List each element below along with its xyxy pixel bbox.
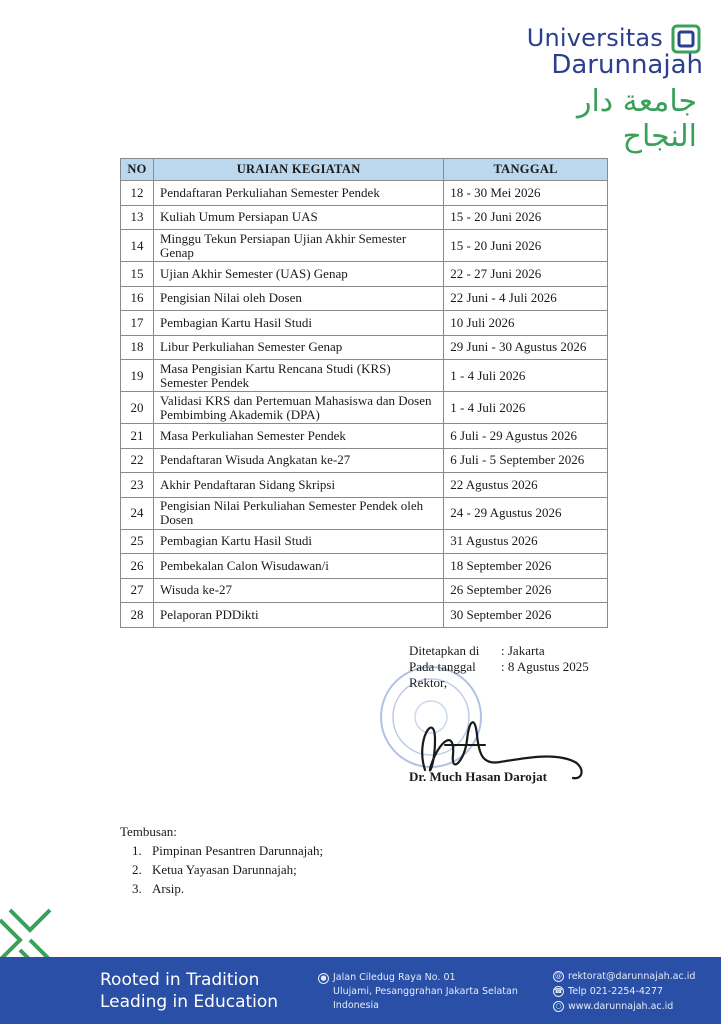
cell-no: 14 (121, 230, 154, 262)
cell-no: 17 (121, 311, 154, 336)
cell-tanggal: 22 Agustus 2026 (444, 473, 608, 498)
cell-tanggal: 24 - 29 Agustus 2026 (444, 497, 608, 529)
location-icon: ● (318, 973, 329, 984)
cell-tanggal: 10 Juli 2026 (444, 311, 608, 336)
cell-no: 28 (121, 603, 154, 628)
footer-address (318, 971, 518, 1013)
logo-text-universitas: Universitas (526, 24, 663, 52)
table-row (121, 497, 608, 529)
table-header-row (121, 159, 608, 181)
sign-place-value: : Jakarta (501, 643, 545, 658)
table-row (121, 335, 608, 360)
tagline-line1: Rooted in Tradition (100, 970, 260, 990)
schedule-table (120, 158, 608, 628)
cell-tanggal: 31 Agustus 2026 (444, 529, 608, 554)
list-item (132, 860, 323, 879)
cell-tanggal: 15 - 20 Juni 2026 (444, 230, 608, 262)
email-icon: @ (555, 972, 562, 980)
cell-kegiatan: Validasi KRS dan Pertemuan Mahasiswa dan Dosen Pembimbing Akademik (DPA) (153, 392, 443, 424)
list-item (132, 841, 323, 860)
cell-kegiatan: Pengisian Nilai oleh Dosen (153, 286, 443, 311)
table-row (121, 529, 608, 554)
table-row (121, 262, 608, 287)
table-row (121, 181, 608, 206)
cell-no: 12 (121, 181, 154, 206)
cell-kegiatan: Libur Perkuliahan Semester Genap (153, 335, 443, 360)
cell-tanggal: 6 Juli - 29 Agustus 2026 (444, 424, 608, 449)
sign-role: Rektor, (409, 675, 448, 690)
cell-no: 26 (121, 554, 154, 579)
table-row (121, 448, 608, 473)
table-row (121, 286, 608, 311)
cell-tanggal: 6 Juli - 5 September 2026 (444, 448, 608, 473)
contact-phone: Telp 021-2254-4277 (568, 986, 664, 997)
tagline-line2: Leading in Education (100, 992, 279, 1012)
cell-tanggal: 26 September 2026 (444, 578, 608, 603)
cc-section (120, 822, 323, 898)
cc-item-text: Ketua Yayasan Darunnajah; (152, 862, 297, 877)
cell-tanggal: 22 Juni - 4 Juli 2026 (444, 286, 608, 311)
cell-no: 18 (121, 335, 154, 360)
cc-item-number: 3. (132, 881, 142, 896)
sign-place-label: Ditetapkan di (409, 643, 480, 658)
contact-web-row (553, 999, 695, 1014)
cell-tanggal: 1 - 4 Juli 2026 (444, 360, 608, 392)
cell-kegiatan: Wisuda ke-27 (153, 578, 443, 603)
table-row (121, 603, 608, 628)
cell-tanggal: 1 - 4 Juli 2026 (444, 392, 608, 424)
signature-block (409, 643, 589, 691)
contact-web[interactable]: www.darunnajah.ac.id (568, 1001, 674, 1012)
cell-kegiatan: Pelaporan PDDikti (153, 603, 443, 628)
footer-tagline (100, 969, 278, 1013)
cell-tanggal: 22 - 27 Juni 2026 (444, 262, 608, 287)
address-text3: Indonesia (333, 1000, 379, 1011)
cell-tanggal: 18 - 30 Mei 2026 (444, 181, 608, 206)
column-header-no: NO (121, 159, 154, 181)
cell-no: 15 (121, 262, 154, 287)
cc-item-text: Pimpinan Pesantren Darunnajah; (152, 843, 324, 858)
cell-kegiatan: Minggu Tekun Persiapan Ujian Akhir Semester Genap (153, 230, 443, 262)
university-logo (503, 14, 703, 154)
cell-tanggal: 18 September 2026 (444, 554, 608, 579)
cell-kegiatan: Ujian Akhir Semester (UAS) Genap (153, 262, 443, 287)
sign-date-row (409, 659, 589, 675)
cell-tanggal: 29 Juni - 30 Agustus 2026 (444, 335, 608, 360)
list-item (132, 879, 323, 898)
contact-phone-row (553, 984, 695, 999)
cell-kegiatan: Pembagian Kartu Hasil Studi (153, 311, 443, 336)
cell-no: 24 (121, 497, 154, 529)
cell-kegiatan: Pendaftaran Wisuda Angkatan ke-27 (153, 448, 443, 473)
cc-item-number: 2. (132, 862, 142, 877)
table-row (121, 578, 608, 603)
table-row (121, 554, 608, 579)
cell-tanggal: 15 - 20 Juni 2026 (444, 205, 608, 230)
cell-no: 19 (121, 360, 154, 392)
sign-date-value: : 8 Agustus 2025 (501, 659, 589, 674)
cell-no: 23 (121, 473, 154, 498)
address-text2: Ulujami, Pesanggrahan Jakarta Selatan (333, 986, 518, 997)
address-text1: Jalan Ciledug Raya No. 01 (333, 972, 456, 983)
address-line1 (318, 971, 518, 985)
sign-date-label: Pada tanggal (409, 659, 476, 674)
contact-email[interactable]: rektorat@darunnajah.ac.id (568, 971, 696, 982)
logo-text-darunnajah: Darunnajah (551, 50, 703, 80)
cc-list (120, 841, 323, 898)
globe-icon: ○ (553, 1001, 564, 1012)
cell-no: 22 (121, 448, 154, 473)
cell-no: 20 (121, 392, 154, 424)
cell-no: 13 (121, 205, 154, 230)
cell-tanggal: 30 September 2026 (444, 603, 608, 628)
footer-contact (553, 969, 695, 1014)
table-row (121, 424, 608, 449)
cell-no: 25 (121, 529, 154, 554)
contact-email-row (553, 969, 695, 984)
footer-bar (0, 957, 721, 1024)
cell-kegiatan: Masa Pengisian Kartu Rencana Studi (KRS) Semester Pendek (153, 360, 443, 392)
cell-kegiatan: Pembekalan Calon Wisudawan/i (153, 554, 443, 579)
phone-icon: ☎ (554, 987, 563, 995)
cell-no: 16 (121, 286, 154, 311)
cell-kegiatan: Akhir Pendaftaran Sidang Skripsi (153, 473, 443, 498)
cell-kegiatan: Pendaftaran Perkuliahan Semester Pendek (153, 181, 443, 206)
cc-item-text: Arsip. (152, 881, 185, 896)
cc-title: Tembusan: (120, 824, 177, 839)
table-row (121, 311, 608, 336)
column-header-kegiatan: URAIAN KEGIATAN (153, 159, 443, 181)
sign-place-row (409, 643, 589, 659)
cell-kegiatan: Kuliah Umum Persiapan UAS (153, 205, 443, 230)
signatory-name: Dr. Much Hasan Darojat (409, 769, 547, 784)
cell-no: 27 (121, 578, 154, 603)
cell-kegiatan: Pengisian Nilai Perkuliahan Semester Pendek oleh Dosen (153, 497, 443, 529)
cell-kegiatan: Pembagian Kartu Hasil Studi (153, 529, 443, 554)
table-row (121, 473, 608, 498)
logo-arabic-text: جامعة دار النجاح (576, 84, 697, 154)
cell-no: 21 (121, 424, 154, 449)
table-row (121, 230, 608, 262)
table-row (121, 360, 608, 392)
table-row (121, 392, 608, 424)
cc-item-number: 1. (132, 843, 142, 858)
cell-kegiatan: Masa Perkuliahan Semester Pendek (153, 424, 443, 449)
column-header-tanggal: TANGGAL (444, 159, 608, 181)
table-row (121, 205, 608, 230)
